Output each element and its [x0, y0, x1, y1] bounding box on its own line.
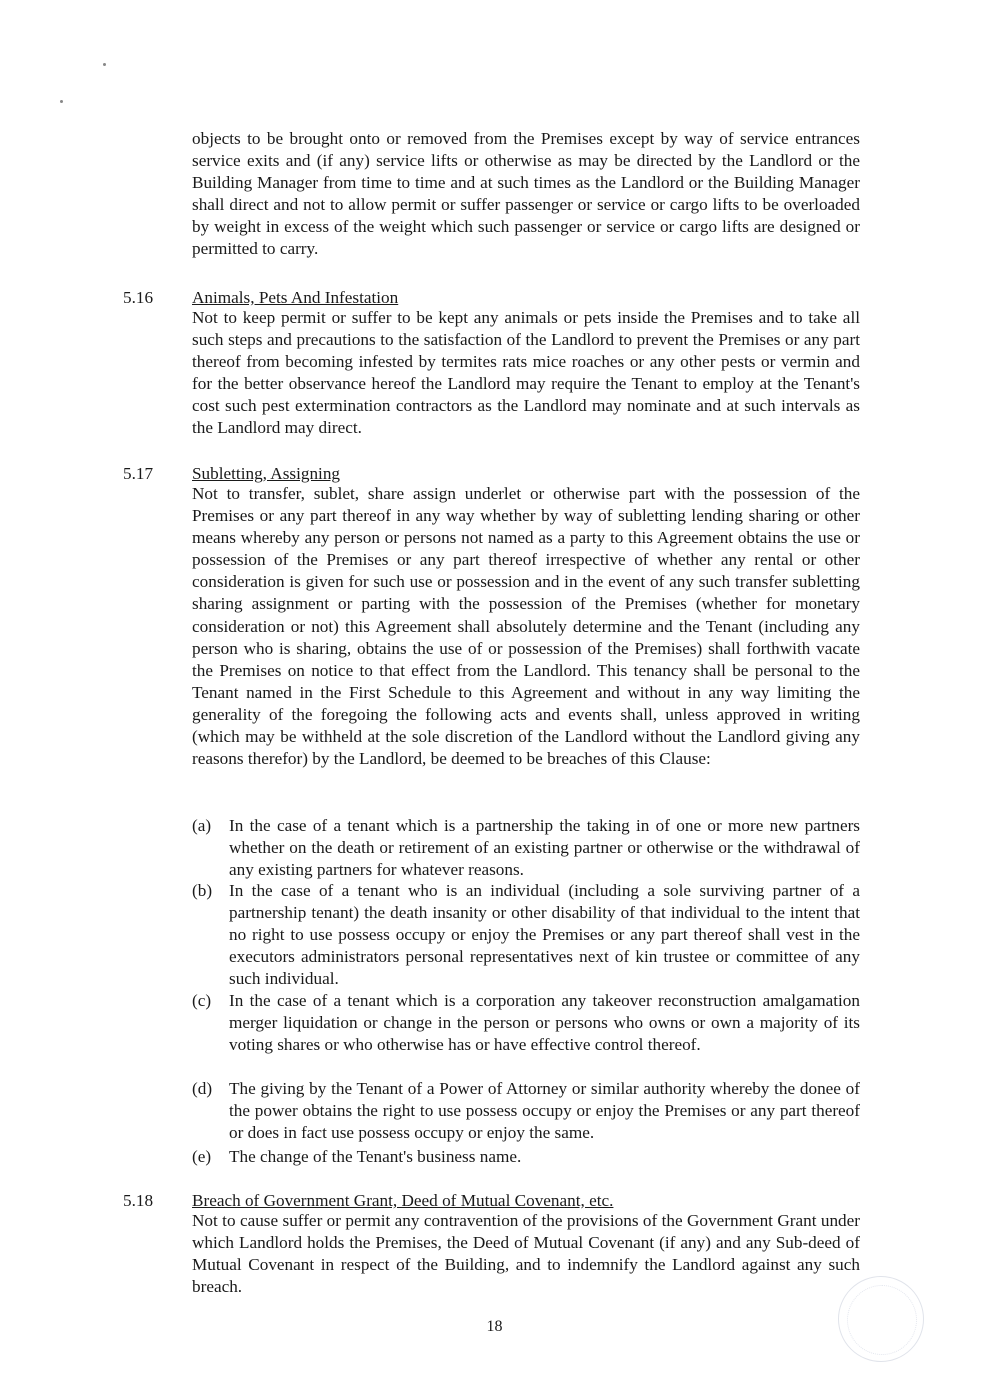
list-item-label: (c) — [192, 991, 212, 1010]
list-item-label: (a) — [192, 816, 212, 835]
list-item-text: In the case of a tenant which is a partnership the taking in of one or more new partners whether on the death or retirement of an existing partner or otherwise or the withdrawal of any existing partners for whatever reasons. — [229, 816, 860, 880]
list-item — [192, 1078, 860, 1144]
clause-number-5-18: 5.18 — [123, 1191, 154, 1210]
list-item — [192, 1146, 860, 1168]
intro-paragraph: objects to be brought onto or removed from the Premises except by way of service entrances service exits and (if any) service lifts or otherwise as may be directed by the Landlord or the Building Manager from time to time and at such times as the Landlord or the Building Manager shall direct and not to allow permit or suffer passenger or service or cargo lifts to be overloaded by weight in excess of the weight which such passenger or service or cargo lifts are designed or permitted to carry. — [192, 129, 860, 259]
list-item-text: In the case of a tenant which is a corporation any takeover reconstruction amalgamation merger liquidation or change in the person or persons who owns or own a majority of its voting shares or who otherwise has or have effective control thereof. — [229, 991, 860, 1055]
faint-stamp-inner-ring — [847, 1285, 917, 1355]
clause-heading-animals: Animals, Pets And Infestation — [192, 288, 399, 307]
clause-body-government-grant: Not to cause suffer or permit any contravention of the provisions of the Government Grant under which Landlord holds the Premises, the Deed of Mutual Covenant (if any) and any Sub-deed of Mutual Covenant in respect of the Building, and to indemnify the Landlord against any such breach. — [192, 1211, 860, 1297]
list-item-label: (b) — [192, 881, 213, 900]
faint-stamp-seal — [838, 1276, 924, 1362]
clause-number-5-16: 5.16 — [123, 288, 154, 307]
clause-heading-subletting: Subletting, Assigning — [192, 464, 341, 483]
list-item-text: The giving by the Tenant of a Power of Attorney or similar authority whereby the donee of the power obtains the right to use possess occupy or enjoy the Premises or any part thereof or does in fact use possess occupy or enjoy the same. — [229, 1079, 860, 1143]
clause-number-5-17: 5.17 — [123, 464, 154, 483]
scan-speck — [103, 63, 106, 66]
list-item — [192, 990, 860, 1056]
list-item — [192, 880, 860, 990]
clause-heading-government-grant: Breach of Government Grant, Deed of Mutual Covenant, etc. — [192, 1191, 614, 1210]
scan-speck — [60, 100, 63, 103]
clause-body-animals: Not to keep permit or suffer to be kept any animals or pets inside the Premises and to take all such steps and precautions to the satisfaction of the Landlord to prevent the Premises or any part thereof from becoming infested by termites rats mice roaches or any other pests or vermin and for the better observance hereof the Landlord may require the Tenant to employ at the Tenant's cost such pest extermination contractors as the Landlord may nominate and at such intervals as the Landlord may direct. — [192, 308, 860, 438]
list-item-text: The change of the Tenant's business name. — [229, 1147, 522, 1166]
page-number: 18 — [486, 1318, 503, 1335]
list-item-label: (e) — [192, 1147, 212, 1166]
list-item — [192, 815, 860, 881]
list-item-text: In the case of a tenant who is an individual (including a sole surviving partner of a partnership tenant) the death insanity or other disability of that individual to the intent that no right to use possess occupy or enjoy the Premises or any part thereof shall vest in the executors administrators personal representatives next of kin trustee or committee of any such individual. — [229, 881, 860, 989]
list-item-label: (d) — [192, 1079, 213, 1098]
clause-body-subletting: Not to transfer, sublet, share assign underlet or otherwise part with the possession of the Premises or any part thereof in any way whether by way of subletting lending sharing or other means whereby any person or persons not named as a party to this Agreement obtains the use or possession of the Premises or any part thereof irrespective of whether any rental or other consideration is given for such use or possession and in the event of any such transfer subletting sharing assignment or parting with the possession of the Premises (whether for monetary consideration or not) this Agreement shall absolutely determine and the Tenant (including any person who is sharing, obtains the use of or possession of the Premises) shall forthwith vacate the Premises on notice to that effect from the Landlord. This tenancy shall be personal to the Tenant named in the First Schedule to this Agreement and without in any way limiting the generality of the foregoing the following acts and events shall, unless approved in writing (which may be withheld at the sole discretion of the Landlord without the Landlord giving any reasons therefor) by the Landlord, be deemed to be breaches of this Clause: — [192, 484, 860, 769]
